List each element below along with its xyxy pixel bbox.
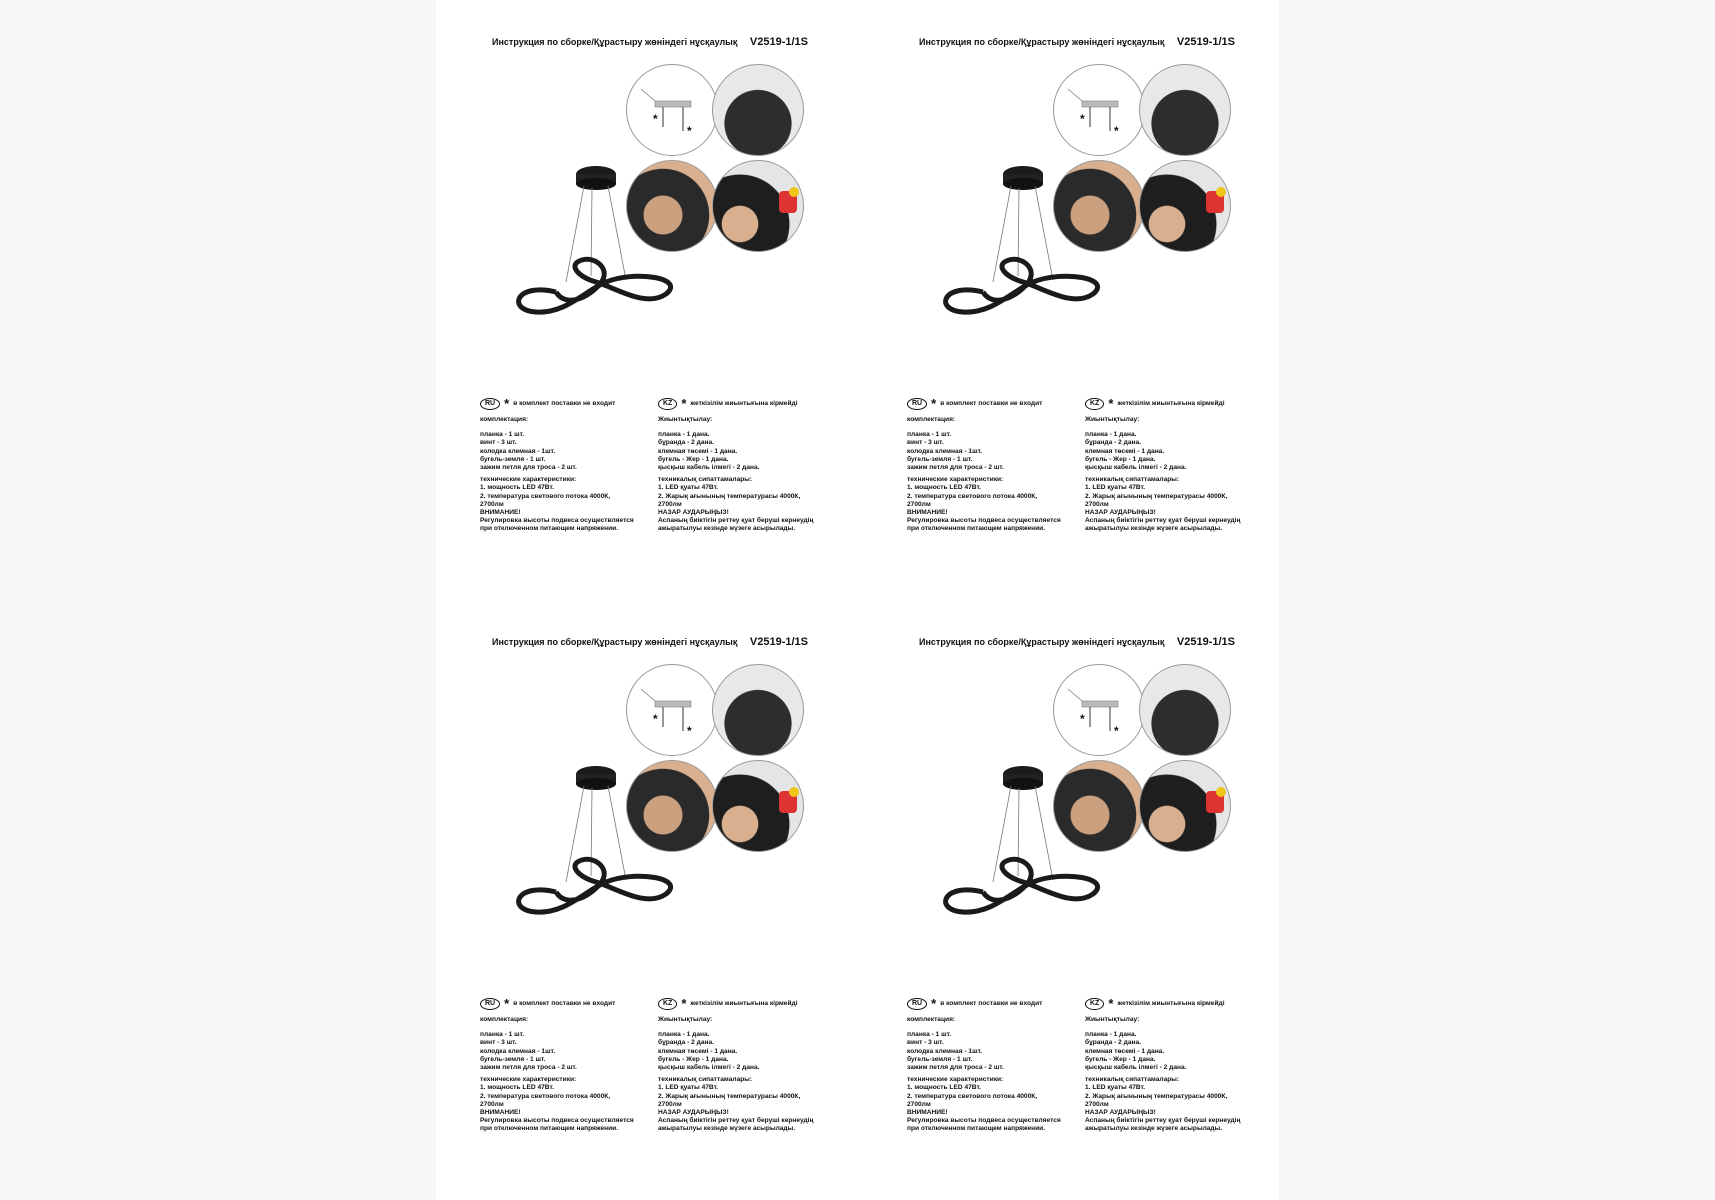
warning-heading: ВНИМАНИЕ! xyxy=(907,509,948,517)
spec-item: 2. температура светового потока 4000К, xyxy=(480,1092,611,1100)
warning-heading: ВНИМАНИЕ! xyxy=(907,1109,948,1117)
warning-line: ажыратылуы кезінде жүзеге асырылады. xyxy=(1085,1125,1223,1133)
spec-item: 2700лм xyxy=(480,1100,504,1108)
spec-item: 2700лм xyxy=(480,500,504,508)
kit-item: винт - 3 шт. xyxy=(480,1039,517,1047)
asterisk-icon: * xyxy=(504,996,510,1011)
ru-note: в комплект поставки не входит xyxy=(513,999,616,1007)
kit-item: бұранда - 2 дана. xyxy=(658,439,714,447)
spec-item: 2700лм xyxy=(1085,500,1109,508)
kit-item: бұранда - 2 дана. xyxy=(1085,439,1141,447)
wiring-canopy-photo xyxy=(712,664,804,756)
asterisk-icon: * xyxy=(504,396,510,411)
ru-section xyxy=(907,998,1077,1134)
warning-line: при отключенном питающем напряжении. xyxy=(480,525,619,533)
spec-item: 2. Жарық ағынының температурасы 4000К, xyxy=(1085,492,1228,500)
kit-item: планка - 1 дана. xyxy=(658,1031,710,1039)
kz-note: жеткізілім жиынтығына кірмейді xyxy=(1117,399,1225,407)
svg-text:*: * xyxy=(1080,712,1085,726)
kit-item: колодка клемная - 1шт. xyxy=(907,1047,983,1055)
kit-item: планка - 1 дана. xyxy=(1085,1031,1137,1039)
spec-item: 2700лм xyxy=(1085,1100,1109,1108)
svg-text:*: * xyxy=(687,724,692,738)
instruction-panel-bottom-right xyxy=(863,600,1289,1200)
ru-section xyxy=(480,998,650,1134)
warning-heading: НАЗАР АУДАРЫҢЫЗ! xyxy=(658,509,729,517)
kit-item: зажим петля для троса - 2 шт. xyxy=(907,464,1004,472)
spec-item: 2700лм xyxy=(658,1100,682,1108)
warning-line: Регулировка высоты подвеса осуществляется xyxy=(907,1117,1061,1125)
ru-section xyxy=(480,398,650,534)
cable-clamp-photo xyxy=(1139,760,1231,852)
wiring-canopy-photo xyxy=(1139,64,1231,156)
kit-item: планка - 1 шт. xyxy=(480,1031,525,1039)
cable-clamp-photo xyxy=(712,160,804,252)
kit-item: клемная төсемі - 1 дана. xyxy=(658,1047,738,1055)
warning-line: Регулировка высоты подвеса осуществляется xyxy=(480,1117,634,1125)
kit-heading: Жиынтықтылау: xyxy=(658,416,713,423)
kz-badge: KZ xyxy=(658,998,677,1010)
warning-line: при отключенном питающем напряжении. xyxy=(907,525,1046,533)
warning-line: Аспаның биіктігін реттеу қуат беруші кернеудің xyxy=(658,1117,814,1125)
spec-heading: техникалық сипаттамалары: xyxy=(658,1076,753,1084)
svg-text:*: * xyxy=(1114,724,1119,738)
warning-line: при отключенном питающем напряжении. xyxy=(480,1125,619,1133)
warning-line: при отключенном питающем напряжении. xyxy=(907,1125,1046,1133)
kit-item: винт - 3 шт. xyxy=(907,1039,944,1047)
spec-item: 1. мощность LED 47Вт. xyxy=(480,1084,554,1092)
svg-text:*: * xyxy=(1080,112,1085,126)
warning-line: Регулировка высоты подвеса осуществляется xyxy=(907,517,1061,525)
instruction-panel-top-left xyxy=(436,0,862,600)
spec-heading: технические характеристики: xyxy=(480,1076,577,1084)
model-number: V2519-1/1S xyxy=(1176,36,1235,48)
asterisk-icon: * xyxy=(931,396,937,411)
cable-clamp-photo xyxy=(712,760,804,852)
spec-item: 1. LED қуаты 47Вт. xyxy=(658,484,719,492)
kit-item: қысқыш кабель ілмегі - 2 дана. xyxy=(658,464,760,472)
warning-line: ажыратылуы кезінде жүзеге асырылады. xyxy=(1085,525,1223,533)
spec-item: 1. LED қуаты 47Вт. xyxy=(1085,1084,1146,1092)
panel-title xyxy=(492,36,808,48)
kit-item: планка - 1 дана. xyxy=(658,431,710,439)
panel-title xyxy=(919,36,1235,48)
kit-item: қысқыш кабель ілмегі - 2 дана. xyxy=(1085,464,1187,472)
asterisk-icon: * xyxy=(1108,396,1114,411)
kit-item: қысқыш кабель ілмегі - 2 дана. xyxy=(1085,1064,1187,1072)
title-text: Инструкция по сборке/Құрастыру жөніндегі нұсқаулық xyxy=(492,637,738,647)
kit-item: бұранда - 2 дана. xyxy=(658,1039,714,1047)
spec-item: 2. температура светового потока 4000К, xyxy=(480,492,611,500)
asterisk-icon: * xyxy=(931,996,937,1011)
spec-item: 2. температура светового потока 4000К, xyxy=(907,492,1038,500)
spec-item: 1. LED қуаты 47Вт. xyxy=(658,1084,719,1092)
kz-badge: KZ xyxy=(1085,998,1104,1010)
kit-item: бұранда - 2 дана. xyxy=(1085,1039,1141,1047)
svg-text:*: * xyxy=(1114,124,1119,138)
kit-item: планка - 1 шт. xyxy=(480,431,525,439)
kit-item: зажим петля для троса - 2 шт. xyxy=(907,1064,1004,1072)
screwdriver-photo xyxy=(1053,760,1145,852)
kit-heading: комплектация: xyxy=(480,416,529,423)
kz-section xyxy=(658,998,828,1134)
asterisk-icon: * xyxy=(681,996,687,1011)
ru-badge: RU xyxy=(907,398,927,410)
kit-item: винт - 3 шт. xyxy=(480,439,517,447)
mounting-bracket-diagram xyxy=(1053,64,1145,156)
model-number: V2519-1/1S xyxy=(1176,636,1235,648)
title-text: Инструкция по сборке/Құрастыру жөніндегі нұсқаулық xyxy=(492,37,738,47)
kz-note: жеткізілім жиынтығына кірмейді xyxy=(690,399,798,407)
kit-heading: Жиынтықтылау: xyxy=(1085,416,1140,423)
warning-line: Аспаның биіктігін реттеу қуат беруші кернеудің xyxy=(1085,1117,1241,1125)
spec-item: 2700лм xyxy=(658,500,682,508)
warning-heading: НАЗАР АУДАРЫҢЫЗ! xyxy=(1085,1109,1156,1117)
spec-heading: технические характеристики: xyxy=(480,476,577,484)
kit-heading: комплектация: xyxy=(907,416,956,423)
screwdriver-photo xyxy=(626,160,718,252)
ru-badge: RU xyxy=(480,998,500,1010)
warning-heading: ВНИМАНИЕ! xyxy=(480,1109,521,1117)
kit-item: зажим петля для троса - 2 шт. xyxy=(480,464,577,472)
screwdriver-photo xyxy=(1053,160,1145,252)
svg-text:*: * xyxy=(653,112,658,126)
mounting-bracket-diagram xyxy=(626,664,718,756)
warning-line: ажыратылуы кезінде жүзеге асырылады. xyxy=(658,1125,796,1133)
model-number: V2519-1/1S xyxy=(749,36,808,48)
kz-badge: KZ xyxy=(658,398,677,410)
spec-heading: техникалық сипаттамалары: xyxy=(1085,1076,1180,1084)
kz-note: жеткізілім жиынтығына кірмейді xyxy=(690,999,798,1007)
ru-badge: RU xyxy=(907,998,927,1010)
ru-note: в комплект поставки не входит xyxy=(940,399,1043,407)
spec-item: 2. Жарық ағынының температурасы 4000К, xyxy=(658,492,801,500)
spec-item: 1. LED қуаты 47Вт. xyxy=(1085,484,1146,492)
screwdriver-photo xyxy=(626,760,718,852)
kit-item: колодка клемная - 1шт. xyxy=(480,447,556,455)
spec-item: 1. мощность LED 47Вт. xyxy=(907,484,981,492)
title-text: Инструкция по сборке/Құрастыру жөніндегі нұсқаулық xyxy=(919,637,1165,647)
kz-section xyxy=(1085,998,1255,1134)
ru-note: в комплект поставки не входит xyxy=(940,999,1043,1007)
spec-heading: технические характеристики: xyxy=(907,476,1004,484)
warning-heading: НАЗАР АУДАРЫҢЫЗ! xyxy=(658,1109,729,1117)
asterisk-icon: * xyxy=(1108,996,1114,1011)
kit-item: бугель-земля - 1 шт. xyxy=(907,1055,973,1063)
spec-item: 1. мощность LED 47Вт. xyxy=(907,1084,981,1092)
warning-line: Аспаның биіктігін реттеу қуат беруші кернеудің xyxy=(658,517,814,525)
spec-item: 2. Жарық ағынының температурасы 4000К, xyxy=(658,1092,801,1100)
kit-item: бугель - Жер - 1 дана. xyxy=(1085,455,1156,463)
panel-title xyxy=(919,636,1235,648)
model-number: V2519-1/1S xyxy=(749,636,808,648)
kz-note: жеткізілім жиынтығына кірмейді xyxy=(1117,999,1225,1007)
ru-note: в комплект поставки не входит xyxy=(513,399,616,407)
mounting-bracket-diagram xyxy=(1053,664,1145,756)
ru-section xyxy=(907,398,1077,534)
instruction-panel-top-right xyxy=(863,0,1289,600)
spec-item: 2700лм xyxy=(907,1100,931,1108)
asterisk-icon: * xyxy=(681,396,687,411)
spec-item: 1. мощность LED 47Вт. xyxy=(480,484,554,492)
instruction-panel-bottom-left xyxy=(436,600,862,1200)
kit-item: бугель-земля - 1 шт. xyxy=(480,1055,546,1063)
kit-item: клемная төсемі - 1 дана. xyxy=(1085,1047,1165,1055)
kit-item: колодка клемная - 1шт. xyxy=(480,1047,556,1055)
mounting-bracket-diagram xyxy=(626,64,718,156)
spec-heading: техникалық сипаттамалары: xyxy=(658,476,753,484)
wiring-canopy-photo xyxy=(1139,664,1231,756)
ru-badge: RU xyxy=(480,398,500,410)
spec-item: 2. температура светового потока 4000К, xyxy=(907,1092,1038,1100)
kit-item: бугель-земля - 1 шт. xyxy=(480,455,546,463)
kit-item: бугель - Жер - 1 дана. xyxy=(658,455,729,463)
kit-item: колодка клемная - 1шт. xyxy=(907,447,983,455)
kit-heading: Жиынтықтылау: xyxy=(658,1016,713,1023)
kit-item: планка - 1 дана. xyxy=(1085,431,1137,439)
warning-line: Аспаның биіктігін реттеу қуат беруші кернеудің xyxy=(1085,517,1241,525)
warning-line: ажыратылуы кезінде жүзеге асырылады. xyxy=(658,525,796,533)
kit-item: бугель-земля - 1 шт. xyxy=(907,455,973,463)
kit-heading: Жиынтықтылау: xyxy=(1085,1016,1140,1023)
spec-heading: техникалық сипаттамалары: xyxy=(1085,476,1180,484)
warning-heading: ВНИМАНИЕ! xyxy=(480,509,521,517)
kit-item: винт - 3 шт. xyxy=(907,439,944,447)
spec-item: 2700лм xyxy=(907,500,931,508)
wiring-canopy-photo xyxy=(712,64,804,156)
kit-item: зажим петля для троса - 2 шт. xyxy=(480,1064,577,1072)
kit-item: бугель - Жер - 1 дана. xyxy=(658,1055,729,1063)
instruction-sheet xyxy=(436,0,1279,1200)
warning-heading: НАЗАР АУДАРЫҢЫЗ! xyxy=(1085,509,1156,517)
spec-item: 2. Жарық ағынының температурасы 4000К, xyxy=(1085,1092,1228,1100)
kit-item: қысқыш кабель ілмегі - 2 дана. xyxy=(658,1064,760,1072)
kit-item: клемная төсемі - 1 дана. xyxy=(1085,447,1165,455)
kit-item: клемная төсемі - 1 дана. xyxy=(658,447,738,455)
title-text: Инструкция по сборке/Құрастыру жөніндегі нұсқаулық xyxy=(919,37,1165,47)
kz-badge: KZ xyxy=(1085,398,1104,410)
warning-line: Регулировка высоты подвеса осуществляется xyxy=(480,517,634,525)
kit-heading: комплектация: xyxy=(907,1016,956,1023)
panel-title xyxy=(492,636,808,648)
cable-clamp-photo xyxy=(1139,160,1231,252)
kz-section xyxy=(1085,398,1255,534)
kz-section xyxy=(658,398,828,534)
svg-text:*: * xyxy=(653,712,658,726)
spec-heading: технические характеристики: xyxy=(907,1076,1004,1084)
kit-item: бугель - Жер - 1 дана. xyxy=(1085,1055,1156,1063)
kit-item: планка - 1 шт. xyxy=(907,1031,952,1039)
kit-heading: комплектация: xyxy=(480,1016,529,1023)
svg-text:*: * xyxy=(687,124,692,138)
kit-item: планка - 1 шт. xyxy=(907,431,952,439)
